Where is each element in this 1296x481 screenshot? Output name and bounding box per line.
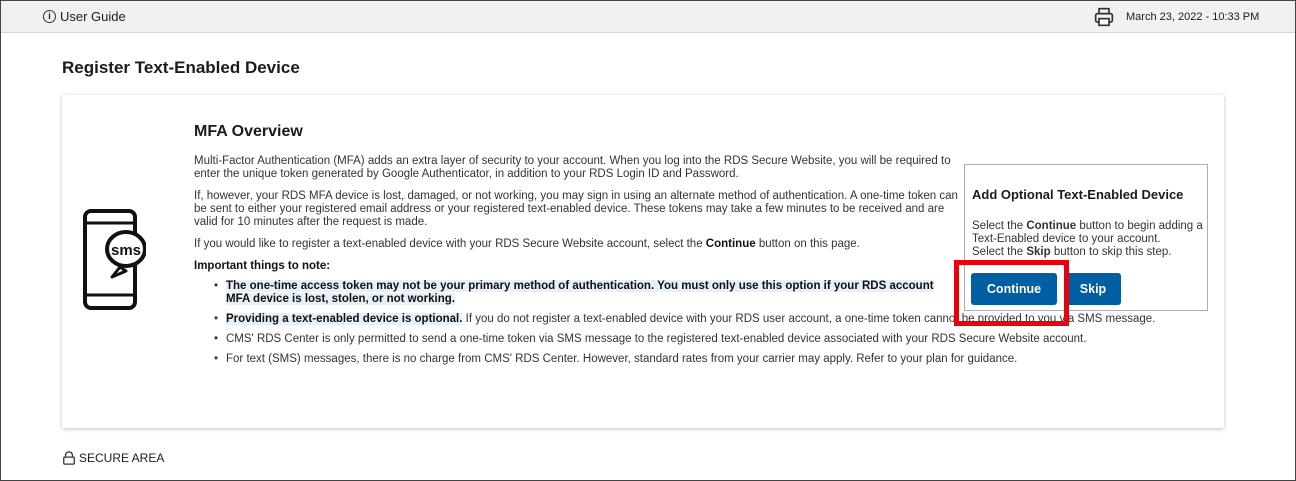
optional-box-title: Add Optional Text-Enabled Device [972, 187, 1184, 202]
secure-area-label: SECURE AREA [79, 451, 165, 465]
notes-title: Important things to note: [194, 260, 331, 272]
user-guide-link[interactable] [43, 9, 126, 24]
top-bar [1, 1, 1295, 33]
sms-label: sms [110, 242, 142, 259]
paragraph-3: If you would like to register a text-enabled device with your RDS Secure Website account, select the Continue button on this page. [194, 238, 860, 250]
continue-button[interactable]: Continue [971, 273, 1057, 305]
paragraph-2: If, however, your RDS MFA device is lost, damaged, or not working, you may sign in using an alternate method of authentication. A one-time token can be sent to either your registered email address or your registered text-enabled device. These tokens may take a few minutes to be received and are valid for 10 minutes after the request is made. [194, 190, 958, 228]
list-item: • The one-time access token may not be your primary method of authentication. You must only use this option if your RDS account MFA device is lost, stolen, or not working. [214, 280, 1224, 306]
paragraph-1: Multi-Factor Authentication (MFA) adds an extra layer of security to your account. When you log into the RDS Secure Website, you will be required to enter the unique token generated by Google Authenticator, in addition to your RDS Login ID and Password. [194, 155, 951, 180]
lock-icon [62, 451, 76, 465]
list-item: • For text (SMS) messages, there is no charge from CMS' RDS Center. However, standard rates from your carrier may apply. Refer to your plan for guidance. [214, 353, 1224, 366]
printer-icon[interactable] [1094, 7, 1114, 27]
user-guide-label: User Guide [60, 9, 126, 24]
section-title: MFA Overview [194, 123, 303, 140]
list-item: • Providing a text-enabled device is optional. If you do not register a text-enabled device with your RDS user account, a one-time token cannot be provided to you via SMS message. [214, 313, 1224, 326]
datetime: March 23, 2022 - 10:33 PM [1126, 11, 1260, 23]
page-title: Register Text-Enabled Device [62, 58, 300, 77]
info-circle-icon: i [43, 10, 56, 23]
list-item: • CMS' RDS Center is only permitted to send a one-time token via SMS message to the registered text-enabled device associated with your RDS Secure Website account. [214, 333, 1224, 346]
skip-button[interactable]: Skip [1065, 273, 1121, 305]
secure-area [62, 451, 164, 465]
sms-phone-icon [82, 209, 146, 311]
optional-box-text: Select the Continue button to begin adding a Text-Enabled device to your account. Select the Skip button to skip this step. [972, 220, 1203, 258]
